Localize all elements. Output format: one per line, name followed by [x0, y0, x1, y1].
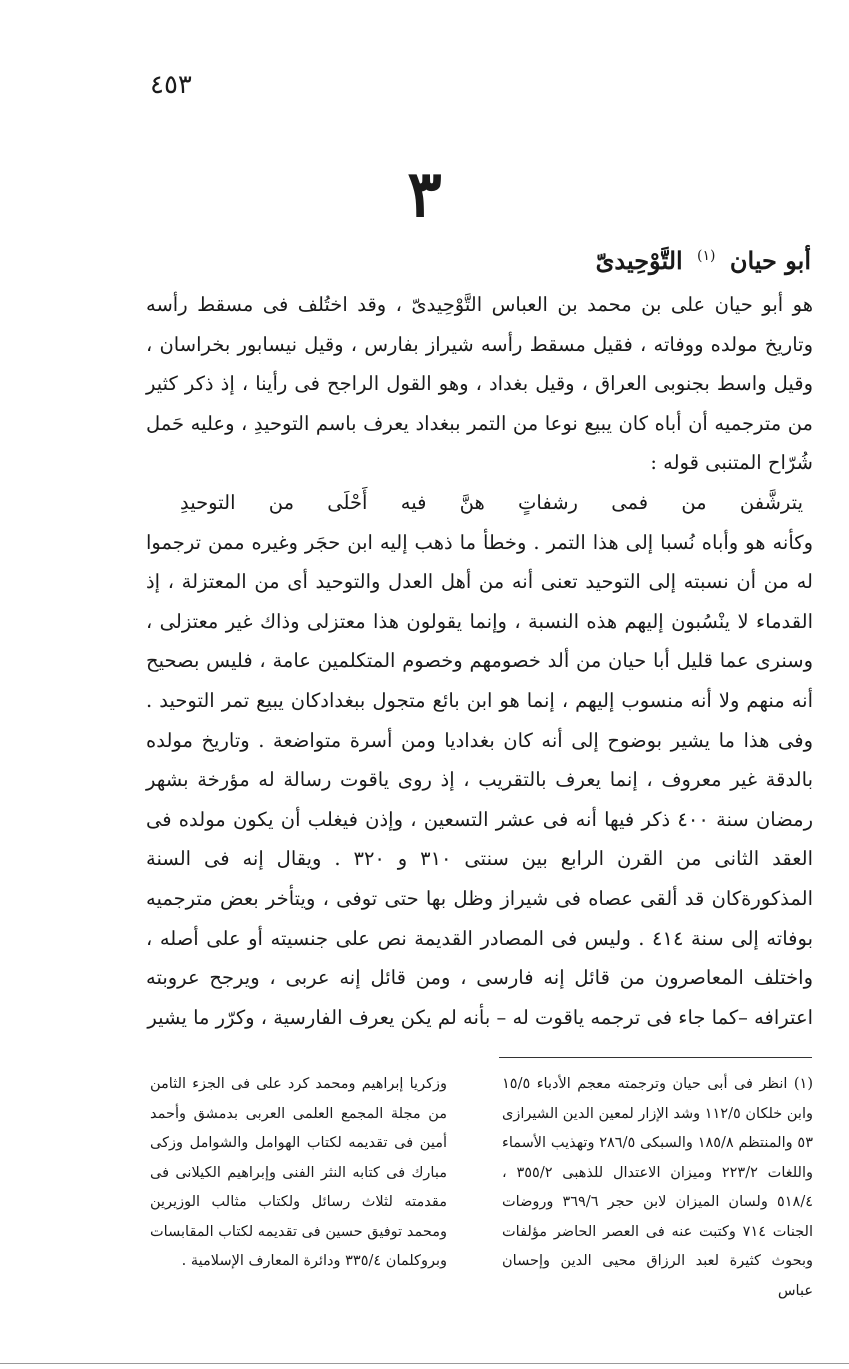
footnote-divider: [499, 1057, 812, 1058]
poetry-verse: [146, 483, 813, 523]
page-bottom-edge: [0, 1363, 849, 1364]
paragraph-2: وكأنه هو وأباه نُسبا إلى هذا التمر . وخطأ ما ذهب إليه ابن حجَر وغيره ممن ترجموا له من أن نسبته إلى التوحيد تعنى أنه من أهل العدل والتوحيد أى من المعتزلة ، إذ القدماء لا ينْسُبون إليهم هذه النسبة ، وإنما يقولون هذا معتزلى وذاك غير معتزلى ، وسنرى عما قليل أبا حيان من ألد خصومهم وخصوم المتكلمين عامة ، فليس بصحيح أنه منهم ولا أنه منسوب إليهم ، إنما هو ابن بائع متجول ببغدادكان يبيع تمر التوحيد . وفى هذا ما يشير بوضوح إلى أنه كان بغداديا ومن أسرة متواضعة . وتاريخ مولده بالدقة غير معروف ، إنما يعرف بالتقريب ، إذ روى ياقوت رسالة له مؤرخة بشهر رمضان سنة ٤٠٠ ذكر فيها أنه فى عشر التسعين ، وإذن فيغلب أن يكون مولده فى العقد الثانى من القرن الرابع بين سنتى ٣١٠ و ٣٢٠ . ويقال إنه فى السنة المذكورةكان قد ألقى عصاه فى شيراز وظل بها حتى توفى ، ويتأخر بعض مترجميه بوفاته إلى سنة ٤١٤ . وليس فى المصادر القديمة نص على جنسيته أو على أصله ، واختلف المعاصرون من قائل إنه فارسى ، ومن قائل إنه عربى ، ويرجح عروبته اعترافه –كما جاء فى ترجمه ياقوت له – بأنه لم يكن يعرف الفارسية ، وكرّر ما يشير: [146, 530, 814, 1029]
footnote-left-column: وزكريا إبراهيم ومحمد كرد على فى الجزء الثامن من مجلة المجمع العلمى العربى بدمشق وأحمد أمين فى تقديمه لكتاب الهوامل والشوامل وزكى مبارك فى كتابه النثر الفنى وإبراهيم الكيلانى فى مقدمته لثلاث رسائل ولكتاب مثالب الوزيرين ومحمد توفيق حسين فى تقديمه لكتاب المقابسات وبروكلمان ٣٣٥/٤ ودائرة المعارف الإسلامية .: [150, 1076, 447, 1269]
verse-word: من: [681, 490, 707, 514]
entry-heading: [596, 246, 811, 275]
verse-word: فيه: [400, 490, 427, 514]
heading-name: أبو حيان: [729, 246, 811, 275]
verse-word: أَحْلَى: [327, 490, 368, 514]
heading-nisba: التَّوْحِيدىّ: [595, 246, 683, 275]
body-text: [146, 285, 813, 1037]
verse-word: التوحيدِ: [180, 490, 236, 514]
section-number: ٣: [407, 157, 442, 232]
verse-word: هنَّ: [459, 490, 485, 514]
verse-word: فمى: [611, 490, 649, 514]
footnote-right-column: (١) انظر فى أبى حيان وترجمته معجم الأدباء ١٥/٥ وابن خلكان ١١٢/٥ وشد الإزار لمعين الدين الشيرازى ٥٣ والمنتظم ١٨٥/٨ والسبكى ٢٨٦/٥ وتهذيب الأسماء واللغات ٢٢٣/٢ وميزان الاعتدال للذهبى ٣٥٥/٢ ، ٥١٨/٤ ولسان الميزان لابن حجر ٣٦٩/٦ وروضات الجنات ٧١٤ وكتبت عنه فى العصر الحاضر مؤلفات وبحوث كثيرة لعبد الرزاق محيى الدين وإحسان عباس: [502, 1076, 813, 1299]
verse-word: من: [268, 490, 295, 514]
paragraph-1: هو أبو حيان على بن محمد بن العباس التَّوْحِيدىّ ، وقد اختُلف فى مسقط رأسه وتاريخ مولده ووفاته ، فقيل مسقط رأسه شيراز بفارس ، وقيل نيسابور بخراسان ، وقيل واسط بجنوبى العراق ، وقيل بغداد ، وهو القول الراجح فى رأينا ، إذ ذكر كثير من مترجميه أن أباه كان يبيع نوعا من التمر ببغداد يعرف باسم التوحيدِ ، وعليه حَمل شُرّاح المتنبى قوله :: [146, 293, 813, 475]
verse-word: يترشَّفن: [739, 490, 803, 514]
verse-word: رشفاتٍ: [518, 490, 578, 514]
footnote-marker: (١): [697, 248, 716, 264]
page-number: ٤٥٣: [150, 70, 192, 100]
